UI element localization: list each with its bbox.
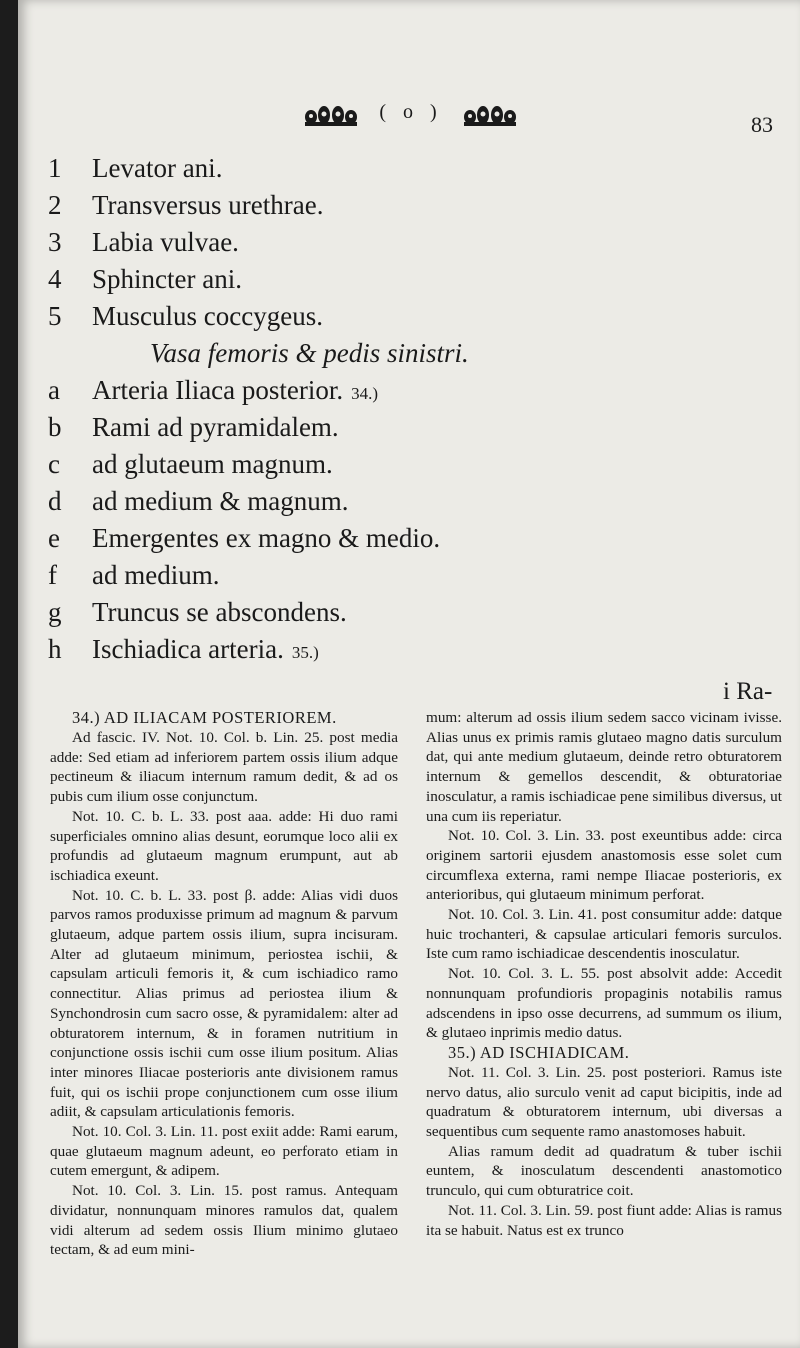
footnote-reference: 35.) <box>291 643 319 662</box>
note-paragraph: Not. 10. C. b. L. 33. post aaa. adde: Hi duo rami superficiales omnino alias desunt, eorumque loco alii ex profundis ad glutaeum magnum erumpunt, aut ab ischiadica exeunt. <box>50 807 398 884</box>
legend-row <box>48 298 768 335</box>
book-page <box>18 0 800 1348</box>
page-number: 83 <box>751 112 773 137</box>
note-paragraph: Not. 10. Col. 3. Lin. 41. post consumitur adde: datque huic trochanteri, & capsulae articulari femoris surculos. Iste cum ramo ischiadicae descendentis inosculatur. <box>426 906 782 963</box>
legend-text-value: Rami ad pyramidalem. <box>92 412 339 442</box>
legend-label: 5 <box>48 301 62 331</box>
legend-row <box>48 520 768 557</box>
legend-text-value: ad medium & magnum. <box>92 486 349 516</box>
legend-text <box>92 187 323 224</box>
note-paragraph: Not. 10. Col. 3. Lin. 11. post exiit adde: Rami earum, quae glutaeum magnum adeunt, eo perforato etiam in cutem emergunt, & adipem. <box>50 1123 398 1180</box>
legend-text-value: Labia vulvae. <box>92 227 239 257</box>
legend-text <box>92 224 239 261</box>
legend-label: g <box>48 597 62 627</box>
note-paragraph: Alias ramum dedit ad quadratum & tuber ischii euntem, & inosculatum descendenti anastomotico trunculo, qui cum obturatrice coit. <box>426 1142 782 1200</box>
legend-text <box>92 261 242 298</box>
legend-row <box>48 261 768 298</box>
legend-label: h <box>48 634 62 664</box>
notes-column-left <box>50 708 398 1260</box>
legend-label: d <box>48 486 62 516</box>
legend-text-value: ad glutaeum magnum. <box>92 449 333 479</box>
legend-row <box>48 224 768 261</box>
legend-text <box>92 557 219 594</box>
legend-label: 3 <box>48 227 62 257</box>
legend-row <box>48 150 768 187</box>
legend-row <box>48 557 768 594</box>
legend-row <box>48 594 768 631</box>
notes-column-right <box>426 708 782 1240</box>
legend-text-value: Emergentes ex magno & medio. <box>92 523 441 553</box>
legend-row <box>48 372 768 409</box>
note-paragraph: Not. 10. Col. 3. L. 55. post absolvit adde: Accedit nonnunquam profundioris propaginis notabilis ramus adscendens in ipso osse decurrens, ad summum os ilium, & glutaeo inprimis medio datus. <box>426 965 782 1042</box>
note-paragraph: Not. 10. Col. 3. Lin. 15. post ramus. Antequam dividatur, nonnunquam minores ramulos dat, qualem vidi alterum ad sedem ossis Ilium minimo glutaeo tectam, & ad eum mini- <box>50 1182 398 1259</box>
legend-row <box>48 335 768 372</box>
legend-text <box>92 446 333 483</box>
header-signature: ( o ) <box>379 101 443 123</box>
note-paragraph: Ad fascic. IV. Not. 10. Col. b. Lin. 25. post media adde: Sed etiam ad inferiorem partem ossis ilium adque pectineum & iliacum internum ramum dedit, & ad os pubis cum ilium osse conjunctum. <box>50 729 398 806</box>
legend-text-value: Levator ani. <box>92 153 223 183</box>
legend-label: 4 <box>48 264 62 294</box>
legend-text-value: Musculus coccygeus. <box>92 301 323 331</box>
legend-text-value: Truncus se abscondens. <box>92 597 347 627</box>
note-paragraph: mum: alterum ad ossis ilium sedem sacco vicinam ivisse. Alias unus ex primis ramis glutaeo magno datis surculum dat, qui ante medium glutaeum, deinde retro obturatorem internum & gemellos descendit, & obturatoriae inosculatur, a ramis ischiadicae pene similibus diversus, ut una cum iis reperiatur. <box>426 709 782 825</box>
figure-legend <box>48 150 768 668</box>
note-paragraph: Not. 11. Col. 3. Lin. 25. post posteriori. Ramus iste nervo datus, alio surculo venit ad caput bicipitis, inde ad quadratum & obturatorem internum, ubi diversas a sequentibus cum sequente ramo anastomoses habuit. <box>426 1063 782 1141</box>
legend-label: e <box>48 523 60 553</box>
legend-text <box>92 483 348 520</box>
legend-text-value: Arteria Iliaca posterior. <box>92 375 344 405</box>
note-heading: 35.) AD ISCHIADICAM. <box>448 1042 630 1062</box>
legend-text-value: Transversus urethrae. <box>92 190 324 220</box>
legend-label: b <box>48 412 62 442</box>
note-paragraph: Not. 10. C. b. L. 33. post β. adde: Alias vidi duos parvos ramos produxisse primum ad magnum & parvum glutaeum, adque partem ossis ilium, supra incisuram. Alter ad glutaeum minimum, periostea ischii, & capsulam articuli femoris it, & cum ischiadico ramo connectitur. Alias primus ad periostea ilium & Synchondrosin cum sacro osse, & pyramidalem: alter ad obturatorem internum, & in foramen nutritium in conjunctione ossis ischii cum osse ilium positum. Alias inter minores Iliacae posterioris ante divisionem ramus fuit, qui os ischii prope conjunctionem cum osse ilium adiit, & capsulam articulationis femoris. <box>50 886 398 1121</box>
legend-text <box>92 298 323 335</box>
legend-row <box>48 409 768 446</box>
legend-text <box>92 631 319 671</box>
legend-row <box>48 631 768 668</box>
legend-label: 1 <box>48 153 62 183</box>
legend-row <box>48 187 768 224</box>
note-paragraph: Not. 10. Col. 3. Lin. 33. post exeuntibus adde: circa originem sartorii ejusdem anastomosis esse solet cum circumflexa externa, rami nempe Iliacae posterioris, ex anterioribus, qui glutaeum minimum perforat. <box>426 827 782 904</box>
legend-label: a <box>48 375 60 405</box>
legend-text-value: ad medium. <box>92 560 220 590</box>
legend-text <box>92 594 347 631</box>
printers-ornament-icon <box>462 103 518 127</box>
catchword: i Ra- <box>723 678 773 705</box>
legend-subheading: Vasa femoris & pedis sinistri. <box>150 338 469 368</box>
footnote-reference: 34.) <box>351 384 379 403</box>
legend-text-value: Ischiadica arteria. <box>92 634 284 664</box>
legend-text <box>92 372 378 412</box>
running-header <box>303 100 518 132</box>
printers-ornament-icon <box>303 103 359 127</box>
legend-row <box>48 483 768 520</box>
legend-text <box>92 409 339 446</box>
legend-row <box>48 446 768 483</box>
legend-text <box>92 520 440 557</box>
legend-label: f <box>48 560 57 590</box>
note-heading: 34.) AD ILIACAM POSTERIOREM. <box>72 708 337 727</box>
legend-label: c <box>48 449 60 479</box>
legend-text <box>92 150 222 187</box>
legend-label: 2 <box>48 190 62 220</box>
note-paragraph: Not. 11. Col. 3. Lin. 59. post fiunt adde: Alias is ramus ita se habuit. Natus est ex trunco <box>426 1201 782 1239</box>
legend-text-value: Sphincter ani. <box>92 264 242 294</box>
